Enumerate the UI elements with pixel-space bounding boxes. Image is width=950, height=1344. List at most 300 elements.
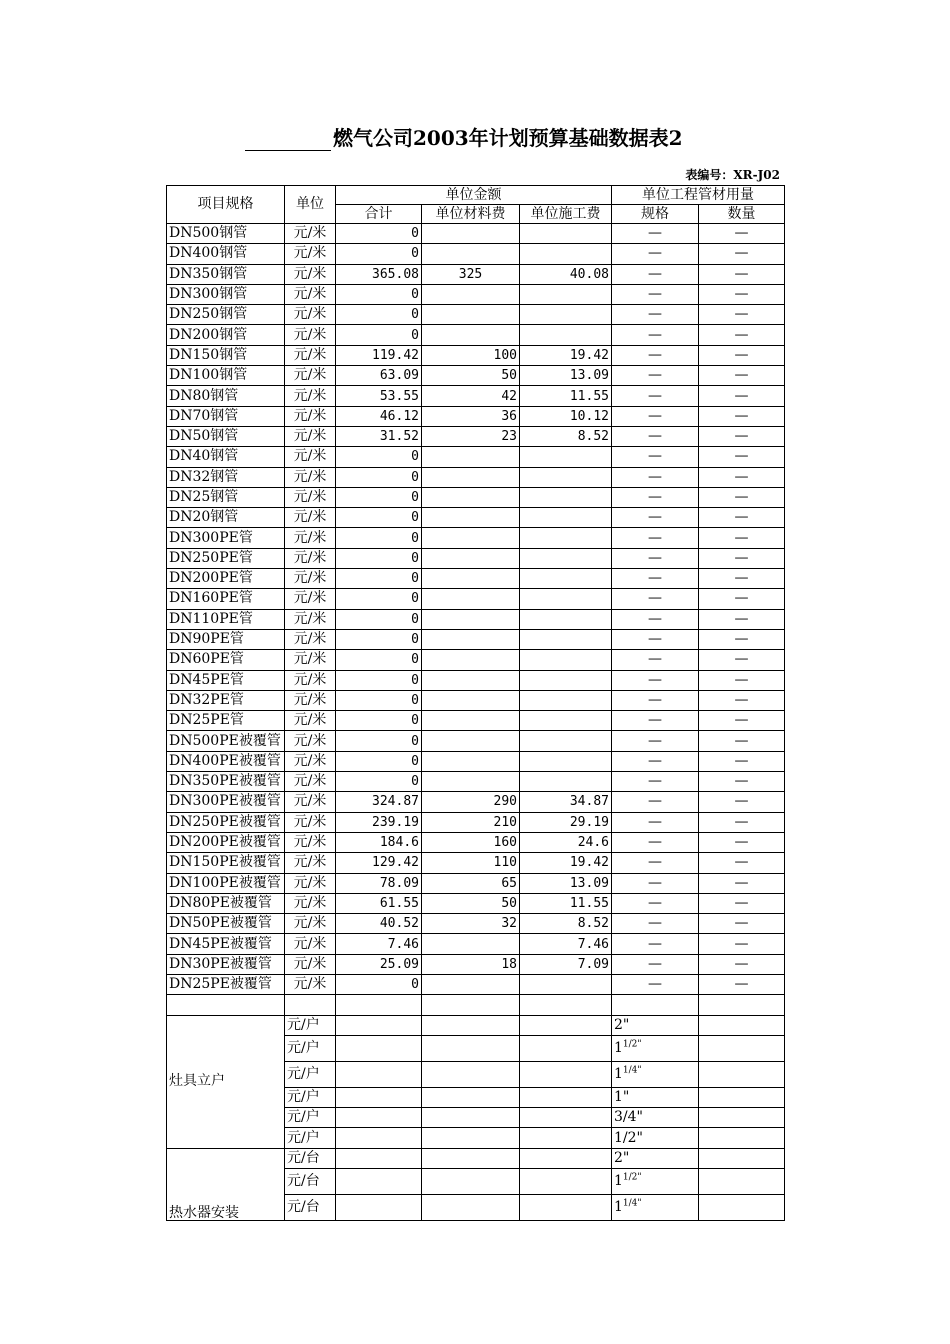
table-row [167,508,785,528]
item-unit: 元/米 [285,325,336,345]
item-material: 160 [422,832,520,852]
group-construction [520,1169,612,1195]
item-qty: — [699,751,785,771]
group-material [422,1128,520,1148]
item-spec: — [612,589,699,609]
group-unit: 元/户 [285,1128,336,1148]
item-name: DN300PE管 [167,528,285,548]
item-construction [520,569,612,589]
item-name: DN350钢管 [167,264,285,284]
item-construction [520,670,612,690]
item-material: 65 [422,873,520,893]
group-construction [520,1195,612,1221]
item-material [422,284,520,304]
table-row [167,345,785,365]
group-spec [612,1108,699,1128]
item-spec: — [612,305,699,325]
item-material [422,467,520,487]
item-material [422,751,520,771]
item-material [422,487,520,507]
item-unit: 元/米 [285,487,336,507]
item-total: 0 [336,569,422,589]
item-total: 0 [336,244,422,264]
item-spec: — [612,873,699,893]
item-material: 100 [422,345,520,365]
item-construction: 40.08 [520,264,612,284]
item-material: 290 [422,792,520,812]
item-material [422,244,520,264]
item-material: 50 [422,366,520,386]
item-qty: — [699,873,785,893]
item-material [422,731,520,751]
item-total: 61.55 [336,893,422,913]
item-total: 129.42 [336,853,422,873]
item-material [422,650,520,670]
item-total: 0 [336,772,422,792]
item-total: 365.08 [336,264,422,284]
item-name: DN400钢管 [167,244,285,264]
table-row [167,954,785,974]
header-construction: 单位施工费 [520,205,612,224]
item-qty: — [699,893,785,913]
header-spec: 规格 [612,205,699,224]
item-qty: — [699,711,785,731]
item-qty: — [699,345,785,365]
table-row [167,792,785,812]
item-qty: — [699,305,785,325]
item-construction [520,487,612,507]
item-qty: — [699,406,785,426]
item-name: DN100PE被覆管 [167,873,285,893]
group-material [422,1169,520,1195]
item-name: DN200钢管 [167,325,285,345]
item-unit: 元/米 [285,934,336,954]
item-material: 325 [422,264,520,284]
item-name: DN300PE被覆管 [167,792,285,812]
group-qty [699,1015,785,1035]
group-total [336,1148,422,1168]
group-material [422,1148,520,1168]
item-qty: — [699,934,785,954]
table-row [167,305,785,325]
item-total: 0 [336,548,422,568]
group-qty [699,1087,785,1107]
item-name: DN100钢管 [167,366,285,386]
item-unit: 元/米 [285,345,336,365]
group-spec [612,1035,699,1061]
item-qty: — [699,792,785,812]
item-material: 42 [422,386,520,406]
item-unit: 元/米 [285,589,336,609]
item-qty: — [699,426,785,446]
item-construction: 8.52 [520,426,612,446]
group-unit: 元/台 [285,1195,336,1221]
item-total: 0 [336,284,422,304]
item-spec: — [612,487,699,507]
item-total: 0 [336,670,422,690]
item-spec: — [612,508,699,528]
item-construction: 19.42 [520,853,612,873]
item-name: DN45PE管 [167,670,285,690]
item-total: 63.09 [336,366,422,386]
item-material: 36 [422,406,520,426]
table-row [167,528,785,548]
item-construction [520,751,612,771]
item-qty: — [699,548,785,568]
item-qty: — [699,467,785,487]
item-qty: — [699,974,785,994]
item-unit: 元/米 [285,264,336,284]
item-total: 119.42 [336,345,422,365]
item-spec: — [612,325,699,345]
item-construction [520,974,612,994]
item-construction [520,731,612,751]
item-name: DN25PE被覆管 [167,974,285,994]
item-unit: 元/米 [285,609,336,629]
table-row [167,325,785,345]
group-unit: 元/户 [285,1087,336,1107]
item-unit: 元/米 [285,366,336,386]
blank-cell [422,995,520,1015]
table-row [167,447,785,467]
spec-base: 1 [614,1065,623,1082]
item-material [422,609,520,629]
item-construction: 19.42 [520,345,612,365]
item-spec: — [612,954,699,974]
item-name: DN250PE管 [167,548,285,568]
item-name: DN250PE被覆管 [167,812,285,832]
group-construction [520,1148,612,1168]
group-name: 灶具立户 [167,1015,285,1148]
item-qty: — [699,731,785,751]
item-spec: — [612,609,699,629]
item-name: DN350PE被覆管 [167,772,285,792]
item-spec: — [612,853,699,873]
group-material [422,1035,520,1061]
item-construction [520,528,612,548]
table-row [167,690,785,710]
item-spec: — [612,569,699,589]
item-total: 53.55 [336,386,422,406]
item-construction [520,305,612,325]
item-unit: 元/米 [285,629,336,649]
group-name: 热水器安装 [167,1148,285,1220]
table-row [167,406,785,426]
item-unit: 元/米 [285,751,336,771]
budget-table [166,185,785,1221]
group-total [336,1061,422,1087]
item-material [422,934,520,954]
item-name: DN150PE被覆管 [167,853,285,873]
table-row [167,751,785,771]
item-name: DN20钢管 [167,508,285,528]
item-qty: — [699,366,785,386]
item-qty: — [699,812,785,832]
group-row [167,1015,785,1035]
item-unit: 元/米 [285,954,336,974]
item-spec: — [612,690,699,710]
item-construction: 7.46 [520,934,612,954]
table-row [167,426,785,446]
item-name: DN200PE管 [167,569,285,589]
item-total: 0 [336,629,422,649]
item-construction [520,325,612,345]
blank-cell [336,995,422,1015]
item-name: DN80PE被覆管 [167,893,285,913]
item-spec: — [612,751,699,771]
item-construction: 24.6 [520,832,612,852]
group-construction [520,1061,612,1087]
item-qty: — [699,244,785,264]
item-construction [520,711,612,731]
item-total: 7.46 [336,934,422,954]
item-total: 184.6 [336,832,422,852]
item-spec: — [612,528,699,548]
table-row [167,670,785,690]
item-name: DN32钢管 [167,467,285,487]
item-material [422,305,520,325]
item-construction [520,772,612,792]
item-qty: — [699,690,785,710]
item-construction: 7.09 [520,954,612,974]
header-material: 单位材料费 [422,205,520,224]
item-spec: — [612,650,699,670]
group-spec [612,1169,699,1195]
group-material [422,1108,520,1128]
item-name: DN45PE被覆管 [167,934,285,954]
item-unit: 元/米 [285,772,336,792]
item-total: 0 [336,731,422,751]
item-total: 0 [336,650,422,670]
item-name: DN90PE管 [167,629,285,649]
item-name: DN25钢管 [167,487,285,507]
item-name: DN250钢管 [167,305,285,325]
item-qty: — [699,386,785,406]
item-material [422,325,520,345]
table-row [167,772,785,792]
item-spec: — [612,893,699,913]
item-unit: 元/米 [285,244,336,264]
blank-cell [699,995,785,1015]
item-name: DN110PE管 [167,609,285,629]
item-construction [520,284,612,304]
item-construction [520,650,612,670]
table-row [167,629,785,649]
spec-base: 1 [614,1039,623,1056]
table-row [167,812,785,832]
item-total: 0 [336,467,422,487]
item-construction [520,224,612,244]
item-material: 18 [422,954,520,974]
item-spec: — [612,772,699,792]
item-material [422,528,520,548]
item-unit: 元/米 [285,792,336,812]
item-qty: — [699,325,785,345]
item-unit: 元/米 [285,508,336,528]
item-name: DN500钢管 [167,224,285,244]
blank-row [167,995,785,1015]
group-row [167,1148,785,1168]
item-material [422,629,520,649]
item-qty: — [699,832,785,852]
item-qty: — [699,487,785,507]
item-material: 110 [422,853,520,873]
spec-fraction: 1/2" [622,1172,642,1183]
item-construction [520,508,612,528]
item-material: 50 [422,893,520,913]
item-unit: 元/米 [285,974,336,994]
item-name: DN400PE被覆管 [167,751,285,771]
header-total: 合计 [336,205,422,224]
item-total: 0 [336,609,422,629]
group-qty [699,1061,785,1087]
group-total [336,1195,422,1221]
item-construction: 10.12 [520,406,612,426]
item-name: DN50钢管 [167,426,285,446]
item-construction [520,548,612,568]
item-qty: — [699,589,785,609]
item-unit: 元/米 [285,284,336,304]
item-material [422,711,520,731]
group-qty [699,1195,785,1221]
item-material: 32 [422,914,520,934]
group-unit: 元/户 [285,1015,336,1035]
item-total: 25.09 [336,954,422,974]
header-item: 项目规格 [167,186,285,224]
item-construction [520,690,612,710]
table-row [167,873,785,893]
item-spec: — [612,934,699,954]
item-name: DN30PE被覆管 [167,954,285,974]
group-unit: 元/户 [285,1108,336,1128]
item-material: 23 [422,426,520,446]
spec-base: 1 [614,1173,623,1190]
item-unit: 元/米 [285,670,336,690]
table-row [167,386,785,406]
item-qty: — [699,914,785,934]
table-row [167,467,785,487]
item-total: 78.09 [336,873,422,893]
item-total: 0 [336,224,422,244]
table-row [167,853,785,873]
item-unit: 元/米 [285,224,336,244]
item-total: 0 [336,305,422,325]
table-row [167,224,785,244]
item-construction: 11.55 [520,893,612,913]
item-material [422,690,520,710]
table-row [167,264,785,284]
item-qty: — [699,954,785,974]
item-material [422,589,520,609]
item-spec: — [612,447,699,467]
blank-cell [612,995,699,1015]
table-row [167,650,785,670]
table-row [167,487,785,507]
item-spec: — [612,832,699,852]
item-total: 0 [336,711,422,731]
table-row [167,974,785,994]
item-spec: — [612,711,699,731]
item-spec: — [612,670,699,690]
group-total [336,1128,422,1148]
item-unit: 元/米 [285,447,336,467]
item-construction: 13.09 [520,366,612,386]
group-spec [612,1195,699,1221]
group-total [336,1108,422,1128]
item-spec: — [612,629,699,649]
item-qty: — [699,609,785,629]
table-row [167,366,785,386]
item-spec: — [612,284,699,304]
group-construction [520,1015,612,1035]
spec-base: 2" [614,1149,630,1166]
spec-base: 2" [614,1016,630,1033]
table-row [167,609,785,629]
group-spec [612,1148,699,1168]
item-construction [520,447,612,467]
group-construction [520,1108,612,1128]
item-unit: 元/米 [285,528,336,548]
item-name: DN160PE管 [167,589,285,609]
table-row [167,914,785,934]
group-construction [520,1087,612,1107]
header-pipe-group: 单位工程管材用量 [612,186,785,205]
item-qty: — [699,264,785,284]
item-name: DN500PE被覆管 [167,731,285,751]
item-spec: — [612,345,699,365]
item-qty: — [699,772,785,792]
group-unit: 元/台 [285,1148,336,1168]
table-row [167,284,785,304]
group-material [422,1195,520,1221]
item-total: 239.19 [336,812,422,832]
item-spec: — [612,386,699,406]
blank-cell [285,995,336,1015]
item-unit: 元/米 [285,548,336,568]
item-spec: — [612,467,699,487]
item-total: 0 [336,751,422,771]
item-spec: — [612,244,699,264]
item-name: DN25PE管 [167,711,285,731]
item-total: 31.52 [336,426,422,446]
table-row [167,934,785,954]
item-unit: 元/米 [285,711,336,731]
group-total [336,1015,422,1035]
item-construction: 11.55 [520,386,612,406]
item-unit: 元/米 [285,873,336,893]
item-material [422,224,520,244]
group-total [336,1035,422,1061]
item-material [422,670,520,690]
group-construction [520,1128,612,1148]
spec-base: 1 [614,1199,623,1216]
group-material [422,1015,520,1035]
item-total: 0 [336,508,422,528]
item-qty: — [699,629,785,649]
item-spec: — [612,812,699,832]
item-name: DN200PE被覆管 [167,832,285,852]
item-name: DN32PE管 [167,690,285,710]
item-material [422,447,520,467]
item-construction: 8.52 [520,914,612,934]
header-row-1 [167,186,785,205]
item-unit: 元/米 [285,426,336,446]
item-spec: — [612,548,699,568]
item-unit: 元/米 [285,569,336,589]
item-spec: — [612,426,699,446]
item-qty: — [699,650,785,670]
item-qty: — [699,670,785,690]
